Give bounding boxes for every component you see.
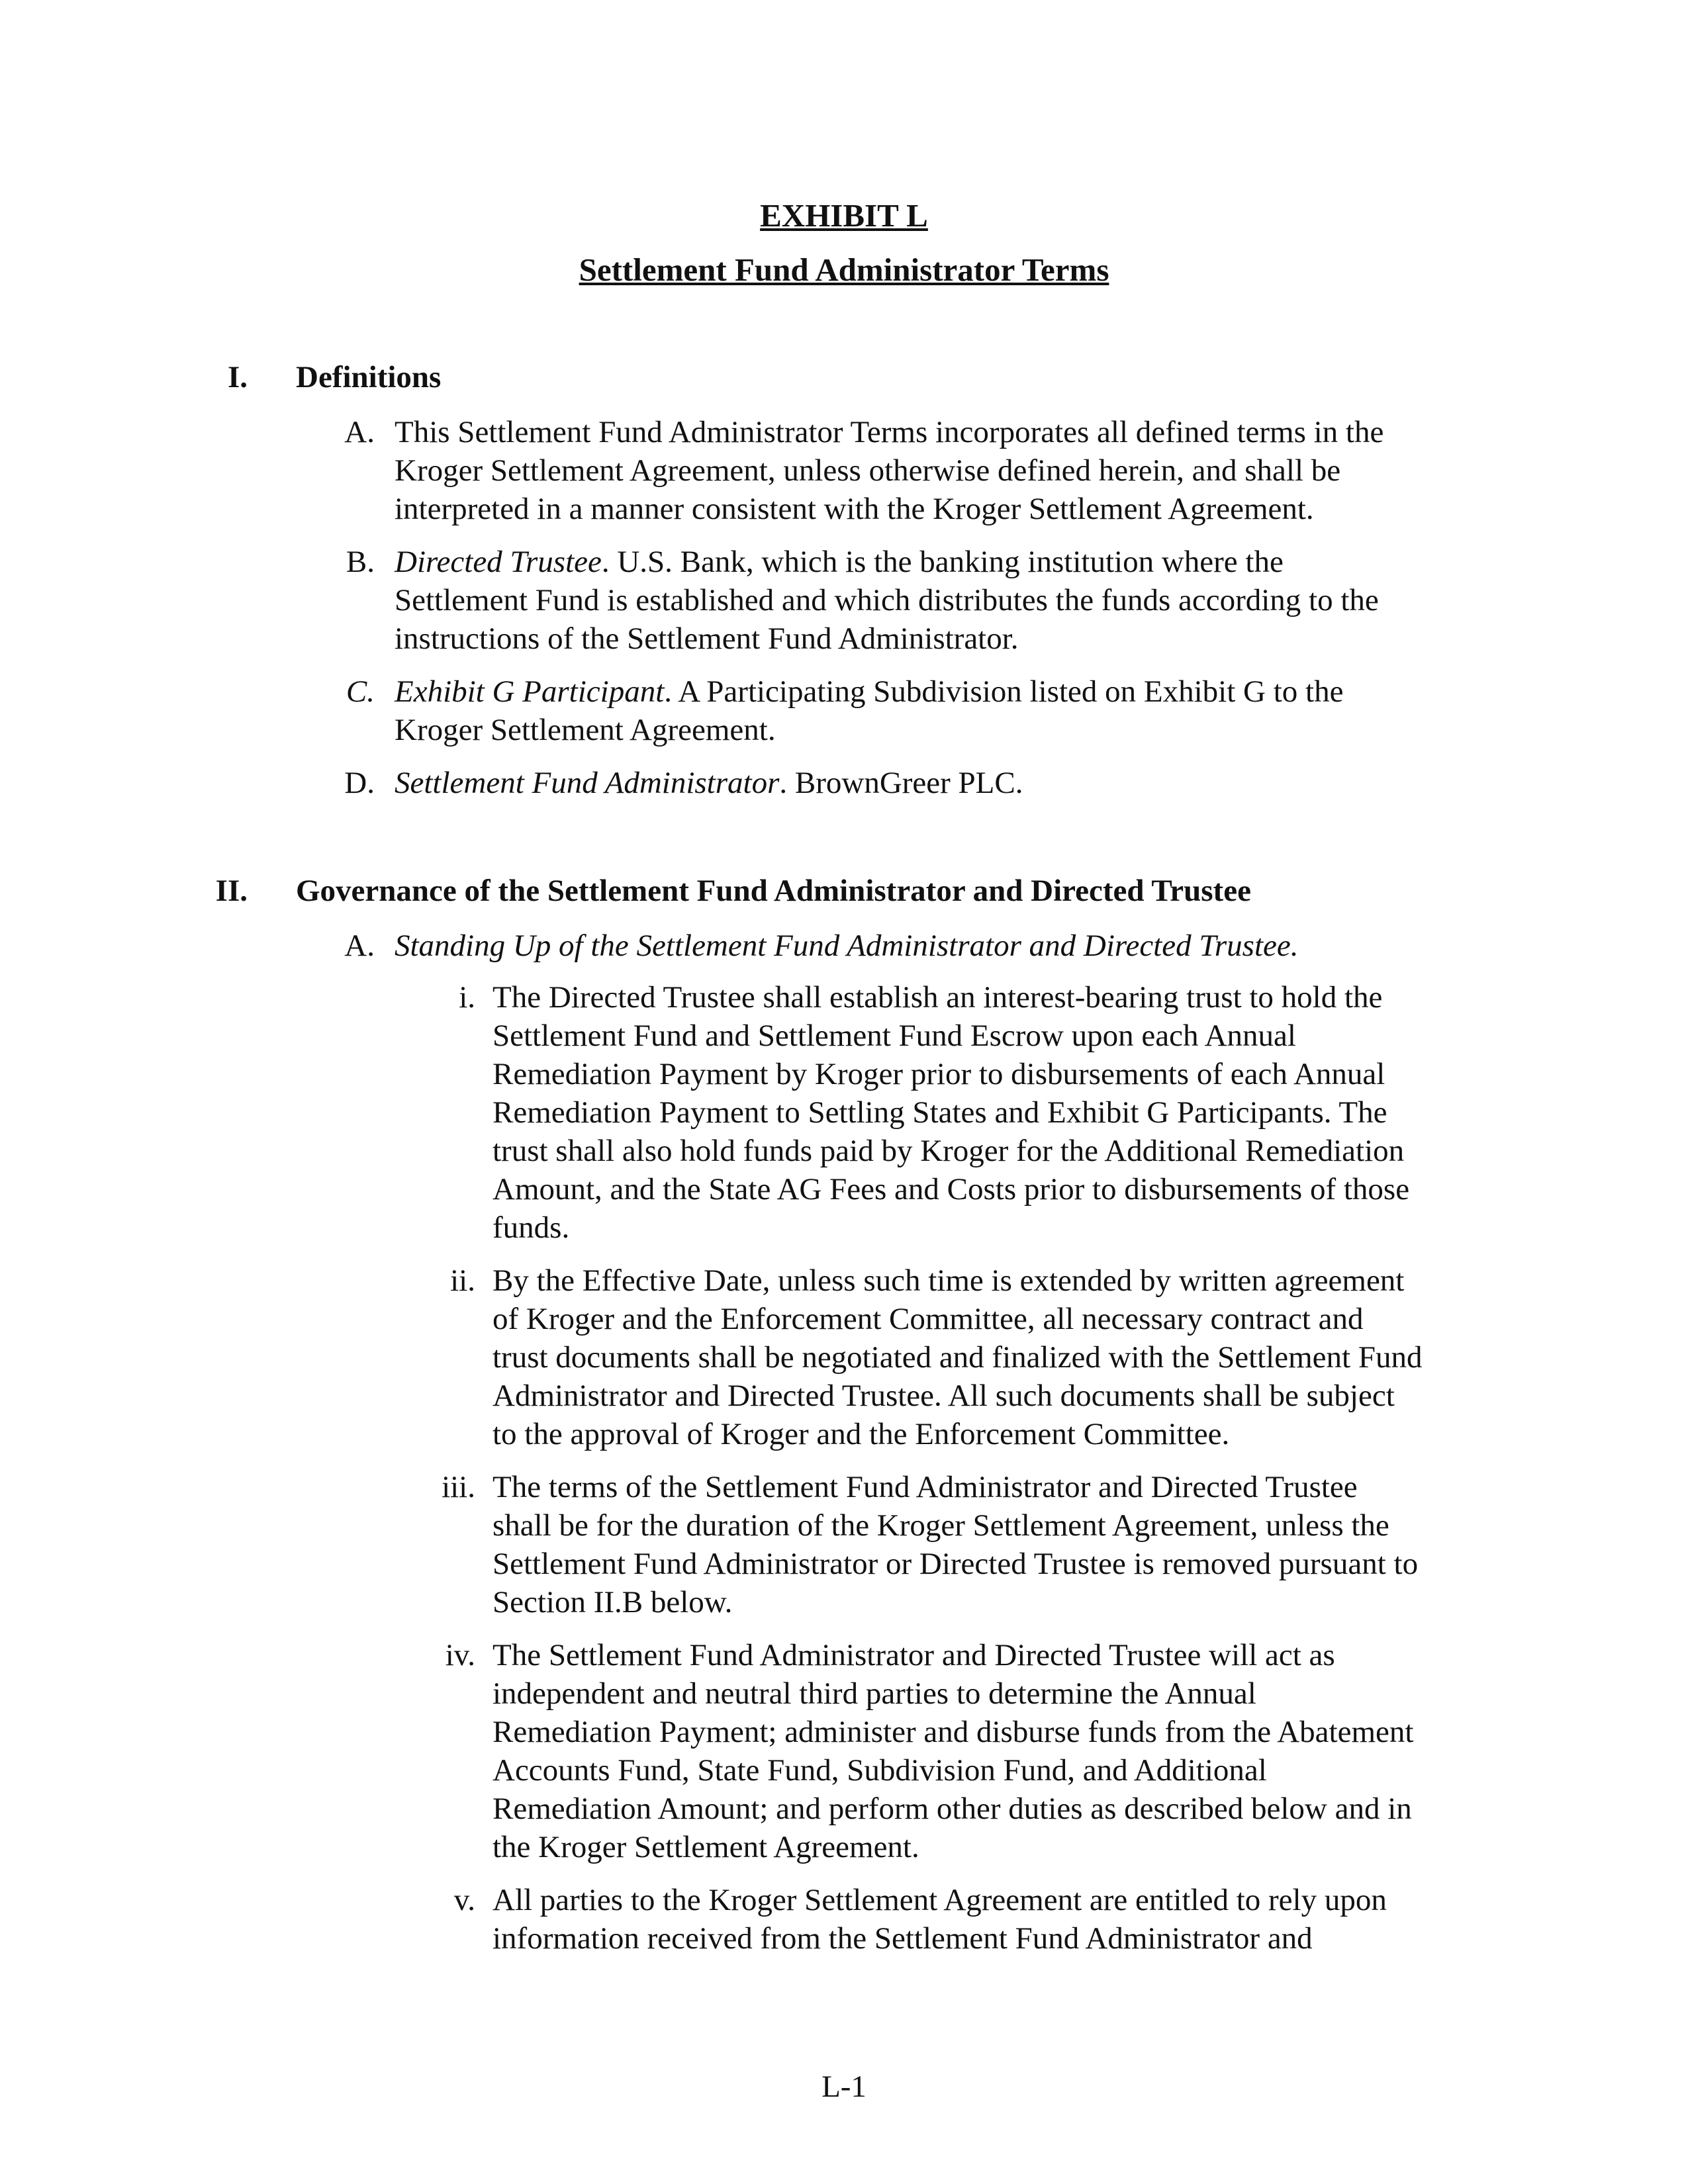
item-ii-line-3: trust documents shall be negotiated and finalized with the Settlement Fund (492, 1340, 1423, 1375)
item-iii-line-2: shall be for the duration of the Kroger Settlement Agreement, unless the (492, 1508, 1389, 1543)
item-iii-label: iii. (442, 1470, 475, 1504)
item-v-line-2: information received from the Settlement Fund Administrator and (492, 1921, 1313, 1956)
section-1-title: Definitions (296, 360, 442, 394)
exhibit-title: EXHIBIT L (760, 197, 928, 234)
definition-d-label: D. (344, 766, 375, 800)
item-i-line-1: The Directed Trustee shall establish an interest-bearing trust to hold the (492, 980, 1383, 1015)
item-iii-line-3: Settlement Fund Administrator or Directed Trustee is removed pursuant to (492, 1547, 1419, 1581)
item-iii-line-4: Section II.B below. (492, 1585, 733, 1619)
item-iv-line-5: Remediation Amount; and perform other duties as described below and in (492, 1792, 1412, 1826)
definition-c-line-2: Kroger Settlement Agreement. (395, 713, 776, 747)
definition-c-term: Exhibit G Participant (395, 674, 665, 709)
item-ii-label: ii. (450, 1263, 475, 1298)
definition-d-term: Settlement Fund Administrator (395, 766, 780, 800)
item-i-line-4: Remediation Payment to Settling States and Exhibit G Participants. The (492, 1095, 1387, 1130)
item-i-line-3: Remediation Payment by Kroger prior to disbursements of each Annual (492, 1057, 1385, 1091)
definition-a-label: A. (344, 415, 375, 449)
item-iv-line-1: The Settlement Fund Administrator and Directed Trustee will act as (492, 1638, 1335, 1672)
item-ii-line-1: By the Effective Date, unless such time is extended by written agreement (492, 1263, 1405, 1298)
item-iii-line-1: The terms of the Settlement Fund Administrator and Directed Trustee (492, 1470, 1358, 1504)
section-2-a-label: A. (344, 929, 375, 963)
definition-b-line-1-text: . U.S. Bank, which is the banking institution where the (601, 545, 1284, 579)
item-i-line-2: Settlement Fund and Settlement Fund Escrow upon each Annual (492, 1019, 1296, 1053)
item-i-line-7: funds. (492, 1210, 570, 1245)
section-2-number: II. (215, 874, 248, 908)
definition-b-line-1 (395, 543, 1284, 581)
page-number: L-1 (821, 2070, 867, 2104)
item-ii-line-2: of Kroger and the Enforcement Committee, all necessary contract and (492, 1302, 1364, 1336)
definition-b-term: Directed Trustee (395, 545, 602, 579)
definition-c-line-1-text: . A Participating Subdivision listed on Exhibit G to the (664, 674, 1344, 709)
definition-b-line-2: Settlement Fund is established and which distributes the funds according to the (395, 583, 1379, 617)
definition-c-line-1 (395, 672, 1343, 711)
item-iv-line-2: independent and neutral third parties to determine the Annual (492, 1676, 1256, 1711)
item-v-line-1: All parties to the Kroger Settlement Agreement are entitled to rely upon (492, 1883, 1387, 1917)
item-i-line-5: trust shall also hold funds paid by Kroger for the Additional Remediation (492, 1134, 1405, 1168)
item-ii-line-5: to the approval of Kroger and the Enforcement Committee. (492, 1417, 1230, 1451)
item-iv-label: iv. (445, 1638, 475, 1672)
item-i-line-6: Amount, and the State AG Fees and Costs prior to disbursements of those (492, 1172, 1410, 1206)
section-1-number: I. (227, 360, 248, 394)
definition-d-line-1 (395, 764, 1023, 802)
definition-b-line-3: instructions of the Settlement Fund Administrator. (395, 621, 1019, 656)
definition-c-label: C. (346, 674, 375, 709)
definition-a-line-3: interpreted in a manner consistent with the Kroger Settlement Agreement. (395, 492, 1314, 526)
exhibit-subtitle: Settlement Fund Administrator Terms (579, 251, 1109, 288)
definition-a-line-2: Kroger Settlement Agreement, unless otherwise defined herein, and shall be (395, 453, 1341, 488)
item-iv-line-4: Accounts Fund, State Fund, Subdivision Fund, and Additional (492, 1753, 1267, 1788)
item-v-label: v. (453, 1883, 475, 1917)
section-2-title: Governance of the Settlement Fund Administrator and Directed Trustee (296, 874, 1251, 908)
definition-d-line-1-text: . BrownGreer PLC. (779, 766, 1023, 800)
definition-a-line-1: This Settlement Fund Administrator Terms incorporates all defined terms in the (395, 415, 1384, 449)
section-2-a-heading: Standing Up of the Settlement Fund Administrator and Directed Trustee. (395, 929, 1299, 963)
item-iv-line-3: Remediation Payment; administer and disburse funds from the Abatement (492, 1715, 1414, 1749)
item-ii-line-4: Administrator and Directed Trustee. All such documents shall be subject (492, 1379, 1395, 1413)
item-iv-line-6: the Kroger Settlement Agreement. (492, 1830, 919, 1864)
item-i-label: i. (459, 980, 475, 1015)
definition-b-label: B. (346, 545, 375, 579)
